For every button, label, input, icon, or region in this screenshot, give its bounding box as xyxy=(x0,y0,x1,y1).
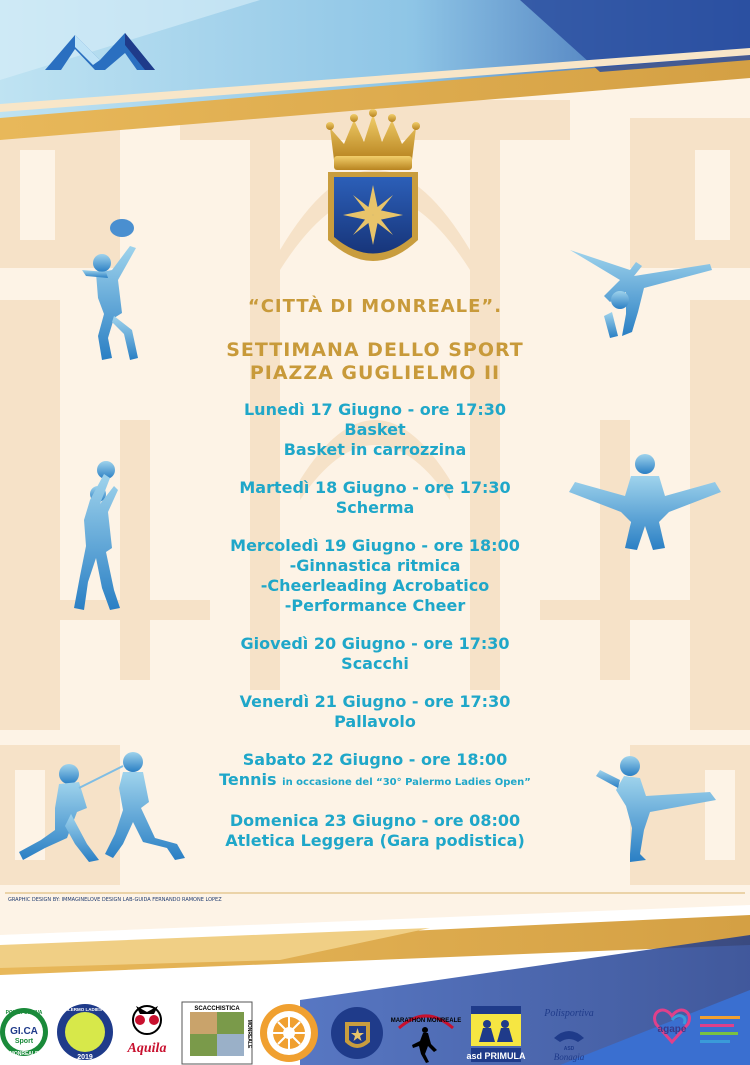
event-sport-line: -Ginnastica ritmica xyxy=(289,556,461,575)
bonagia-name-text: Bonagia xyxy=(553,1052,585,1062)
event-wednesday xyxy=(175,536,575,616)
primula-text: asd PRIMULA xyxy=(466,1051,526,1061)
crowned-shield-emblem-icon xyxy=(322,110,424,275)
asd-primula-logo xyxy=(465,1002,527,1064)
brand-logo-icon xyxy=(45,25,155,75)
monreale-crest-logo xyxy=(330,1002,385,1064)
headline-line-1: SETTIMANA DELLO SPORT xyxy=(226,339,524,361)
graphic-design-credit: GRAPHIC DESIGN BY: IMMAGINELOVE DESIGN LAB-GUIDA FERNANDO RAMONE LOPEZ xyxy=(8,897,222,903)
marathon-monreale-logo xyxy=(390,1002,462,1064)
event-date-line: Mercoledì 19 Giugno - ore 18:00 xyxy=(230,536,520,555)
event-monday xyxy=(175,400,575,460)
agape-logo xyxy=(650,1002,745,1064)
ice-skater-icon xyxy=(590,750,720,865)
event-friday xyxy=(175,692,575,732)
gica-sport-logo xyxy=(0,1002,50,1062)
sun-emblem-logo xyxy=(258,1002,320,1064)
event-date-line: Venerdì 21 Giugno - ore 17:30 xyxy=(239,692,511,711)
event-tuesday xyxy=(175,478,575,518)
event-date-line: Sabato 22 Giugno - ore 18:00 xyxy=(242,750,508,769)
palermo-ladies-open-logo xyxy=(55,1002,115,1062)
aquila-logo xyxy=(118,1002,176,1064)
event-sport-line: -Performance Cheer xyxy=(284,596,466,615)
gica-sport-text: Sport xyxy=(14,1038,34,1045)
bonagia-asd-text: ASD xyxy=(563,1046,575,1052)
event-date-line: Giovedì 20 Giugno - ore 17:30 xyxy=(240,634,510,653)
gica-top-text: POLISPORTIVA xyxy=(5,1010,43,1016)
gymnast-handstand-icon xyxy=(560,232,720,342)
ladies-open-title: 30° PALERMO LADIES OPEN xyxy=(54,1007,116,1012)
ladies-open-year: 2019 xyxy=(77,1054,93,1061)
cheerleader-split-jump-icon xyxy=(565,452,725,552)
events-schedule xyxy=(175,400,575,869)
polisportiva-bonagia-logo xyxy=(534,1002,604,1064)
scacchistica-monreale-logo xyxy=(182,1002,252,1064)
event-sport-line: Atletica Leggera (Gara podistica) xyxy=(225,831,525,850)
event-sport-line: Pallavolo xyxy=(334,712,416,731)
event-sport-line xyxy=(175,770,575,793)
city-title: “CITTÀ DI MONREALE”. xyxy=(247,296,503,317)
event-sport-line: -Cheerleading Acrobatico xyxy=(260,576,490,595)
event-saturday xyxy=(175,750,575,793)
gica-name: GI.CA xyxy=(10,1026,38,1037)
fencers-icon xyxy=(15,748,190,863)
scacchistica-side-text: MONREALE xyxy=(246,1019,252,1049)
bonagia-top-text: Polisportiva xyxy=(544,1008,594,1019)
event-date-line: Domenica 23 Giugno - ore 08:00 xyxy=(229,811,521,830)
event-date-line: Lunedì 17 Giugno - ore 17:30 xyxy=(243,400,507,419)
tennis-label: Tennis xyxy=(219,770,277,789)
event-thursday xyxy=(175,634,575,674)
agape-text: agape xyxy=(657,1024,687,1035)
aquila-text: Aquila xyxy=(127,1041,167,1056)
event-date-line: Martedì 18 Giugno - ore 17:30 xyxy=(239,478,511,497)
tennis-note: in occasione del “30° Palermo Ladies Open” xyxy=(282,777,531,788)
marathon-text: MARATHON MONREALE xyxy=(390,1018,462,1024)
gica-city-text: MONREALE xyxy=(9,1051,39,1057)
headline-line-2: PIAZZA GUGLIELMO II xyxy=(249,362,501,384)
event-sport-line: Scherma xyxy=(335,498,415,517)
scacchistica-top-text: SCACCHISTICA xyxy=(194,1006,240,1012)
basketball-player-icon xyxy=(68,460,138,615)
event-sport-line: Basket xyxy=(344,420,406,439)
event-sport-line: Scacchi xyxy=(341,654,409,673)
event-sport-line: Basket in carrozzina xyxy=(283,440,467,459)
event-sunday xyxy=(175,811,575,851)
